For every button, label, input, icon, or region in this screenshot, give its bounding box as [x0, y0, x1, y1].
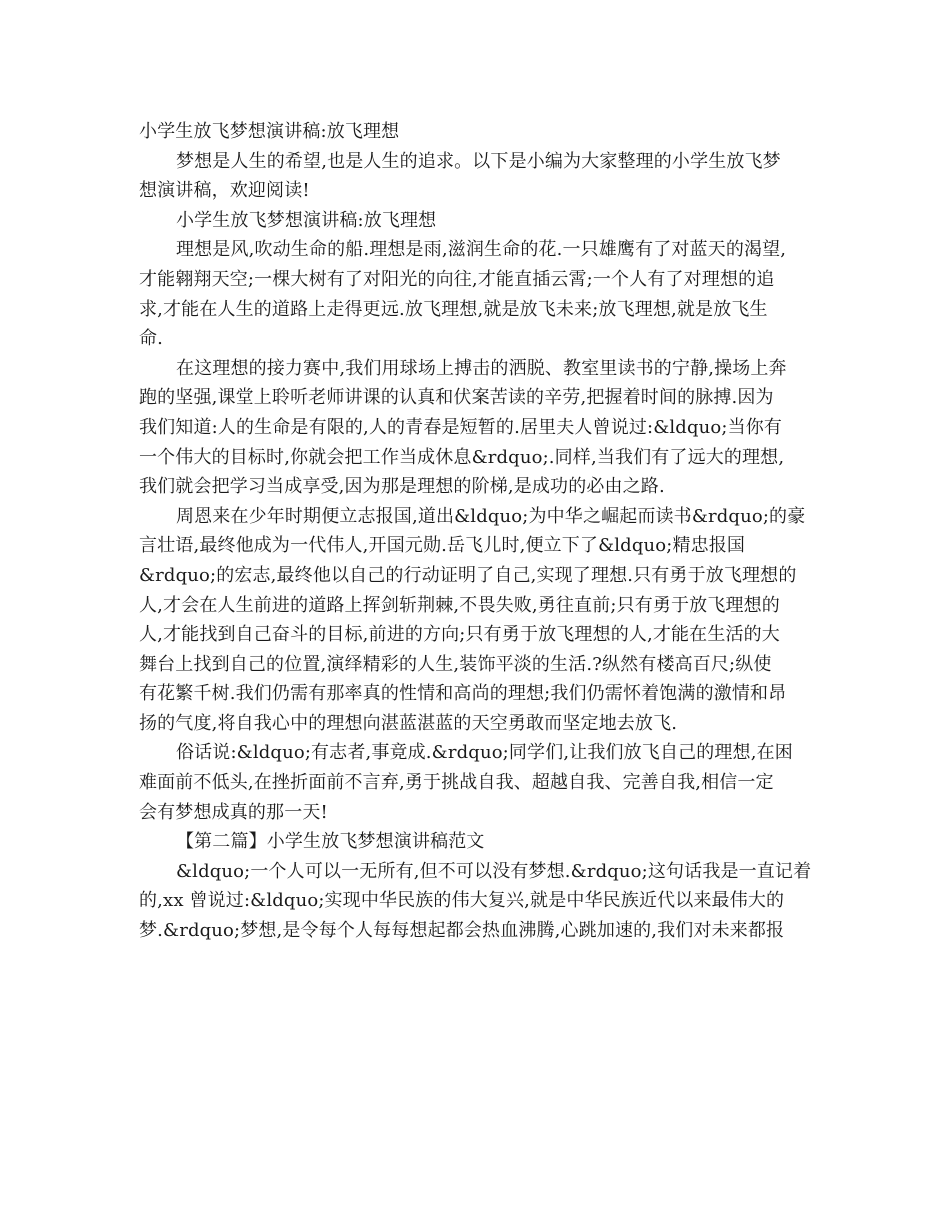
- text-line: 我们知道:人的生命是有限的,人的青春是短暂的.居里夫人曾说过:&ldquo;当你有: [139, 416, 783, 438]
- text-line: 难面前不低头,在挫折面前不言弃,勇于挑战自我、超越自我、完善自我,相信一定: [139, 772, 774, 794]
- text-line: 舞台上找到自己的位置,演绎精彩的人生,装饰平淡的生活.?纵然有楼高百尺;纵使: [139, 653, 772, 675]
- text-line: 求,才能在人生的道路上走得更远.放飞理想,就是放飞未来;放飞理想,就是放飞生: [139, 298, 768, 320]
- text-line: 扬的气度,将自我心中的理想向湛蓝湛蓝的天空勇敢而坚定地去放飞.: [139, 712, 678, 734]
- text-line: 梦想是人生的希望,也是人生的追求。以下是小编为大家整理的小学生放飞梦: [176, 150, 781, 172]
- text-line: 的,xx 曾说过:&ldquo;实现中华民族的伟大复兴,就是中华民族近代以来最伟大的: [139, 890, 785, 912]
- document-body: [139, 117, 815, 946]
- text-line: 小学生放飞梦想演讲稿:放飞理想: [176, 209, 437, 231]
- text-line: 周恩来在少年时期便立志报国,道出&ldquo;为中华之崛起而读书&rdquo;的豪: [176, 505, 806, 527]
- text-line: 俗话说:&ldquo;有志者,事竟成.&rdquo;同学们,让我们放飞自己的理想,在困: [176, 742, 793, 764]
- text-line: 在这理想的接力赛中,我们用球场上搏击的洒脱、教室里读书的宁静,操场上奔: [176, 357, 787, 379]
- text-line: 【第二篇】小学生放飞梦想演讲稿范文: [176, 831, 485, 853]
- text-line: &ldquo;一个人可以一无所有,但不可以没有梦想.&rdquo;这句话我是一直记着: [176, 860, 812, 882]
- text-line: 想演讲稿，欢迎阅读!: [139, 180, 310, 202]
- text-line: 人,才会在人生前进的道路上挥剑斩荆棘,不畏失败,勇往直前;只有勇于放飞理想的: [139, 594, 780, 616]
- text-line: 人,才能找到自己奋斗的目标,前进的方向;只有勇于放飞理想的人,才能在生活的大: [139, 624, 780, 646]
- text-line: 理想是风,吹动生命的船.理想是雨,滋润生命的花.一只雄鹰有了对蓝天的渴望,: [176, 239, 787, 261]
- text-line: 会有梦想成真的那一天!: [139, 801, 328, 823]
- document-text: [139, 147, 815, 946]
- text-line: 一个伟大的目标时,你就会把工作当成休息&rdquo;.同样,当我们有了远大的理想,: [139, 446, 785, 468]
- text-line: 有花繁千树.我们仍需有那率真的性情和高尚的理想;我们仍需怀着饱满的激情和昂: [139, 683, 787, 705]
- text-line: 才能翱翔天空;一棵大树有了对阳光的向往,才能直插云霄;一个人有了对理想的追: [139, 268, 775, 290]
- text-line: 梦.&rdquo;梦想,是令每个人每每想起都会热血沸腾,心跳加速的,我们对未来都报: [139, 920, 785, 942]
- text-line: 言壮语,最终他成为一代伟人,开国元勋.岳飞儿时,便立下了&ldquo;精忠报国: [139, 535, 746, 557]
- text-line: 命.: [139, 328, 164, 350]
- document-title: 小学生放飞梦想演讲稿:放飞理想: [139, 121, 400, 142]
- text-line: 我们就会把学习当成享受,因为那是理想的阶梯,是成功的必由之路.: [139, 476, 665, 498]
- text-line: &rdquo;的宏志,最终他以自己的行动证明了自己,实现了理想.只有勇于放飞理想的: [139, 564, 797, 586]
- text-line: 跑的坚强,课堂上聆听老师讲课的认真和伏案苦读的辛劳,把握着时间的脉搏.因为: [139, 387, 774, 409]
